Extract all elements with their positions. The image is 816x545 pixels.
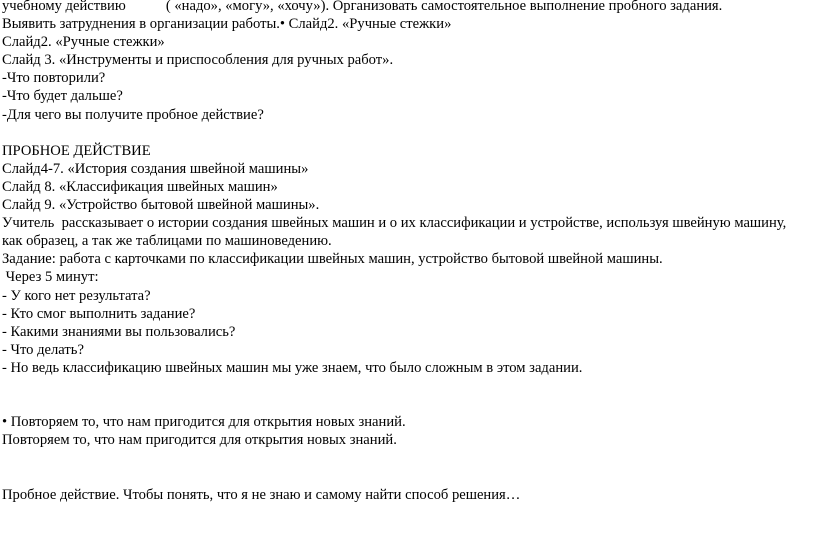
text-line: -Что повторили? xyxy=(2,70,106,87)
text-line: Слайд4-7. «История создания швейной машины» xyxy=(2,160,309,177)
text-line: как образец, а так же таблицами по машиноведению. xyxy=(2,233,332,250)
text-line: учебному действию ( «надо», «могу», «хочу»). Организовать самостоятельное выполнение пробного задания. xyxy=(2,0,723,14)
text-line: - Какими знаниями вы пользовались? xyxy=(2,323,236,340)
text-line: -Для чего вы получите пробное действие? xyxy=(2,106,264,123)
text-line: Через 5 минут: xyxy=(2,269,99,286)
text-line: - Что делать? xyxy=(2,341,84,358)
blank-line xyxy=(2,449,814,485)
document-page xyxy=(2,0,814,504)
section-heading: ПРОБНОЕ ДЕЙСТВИЕ xyxy=(2,142,151,159)
blank-line xyxy=(2,377,814,413)
text-line: Пробное действие. Чтобы понять, что я не знаю и самому найти способ решения… xyxy=(2,486,521,503)
bullet-line: • Повторяем то, что нам пригодится для открытия новых знаний. xyxy=(2,414,406,431)
text-line: Выявить затруднения в организации работы.• Слайд2. «Ручные стежки» xyxy=(2,16,452,33)
text-line: Учитель рассказывает о истории создания швейных машин и о их классификации и устройстве, используя швейную машину, xyxy=(2,215,787,232)
text-line: Слайд2. «Ручные стежки» xyxy=(2,34,165,51)
text-line: Повторяем то, что нам пригодится для открытия новых знаний. xyxy=(2,432,397,449)
text-line: Слайд 9. «Устройство бытовой швейной машины». xyxy=(2,197,320,214)
text-line: - У кого нет результата? xyxy=(2,287,151,304)
blank-line xyxy=(2,124,814,142)
text-line: - Но ведь классификацию швейных машин мы уже знаем, что было сложным в этом задании. xyxy=(2,359,583,376)
text-line: -Что будет дальше? xyxy=(2,88,123,105)
text-line: - Кто смог выполнить задание? xyxy=(2,305,196,322)
text-line: Слайд 3. «Инструменты и приспособления для ручных работ». xyxy=(2,52,394,69)
text-line: Слайд 8. «Классификация швейных машин» xyxy=(2,178,278,195)
text-line: Задание: работа с карточками по классификации швейных машин, устройство бытовой швейной машины. xyxy=(2,251,663,268)
